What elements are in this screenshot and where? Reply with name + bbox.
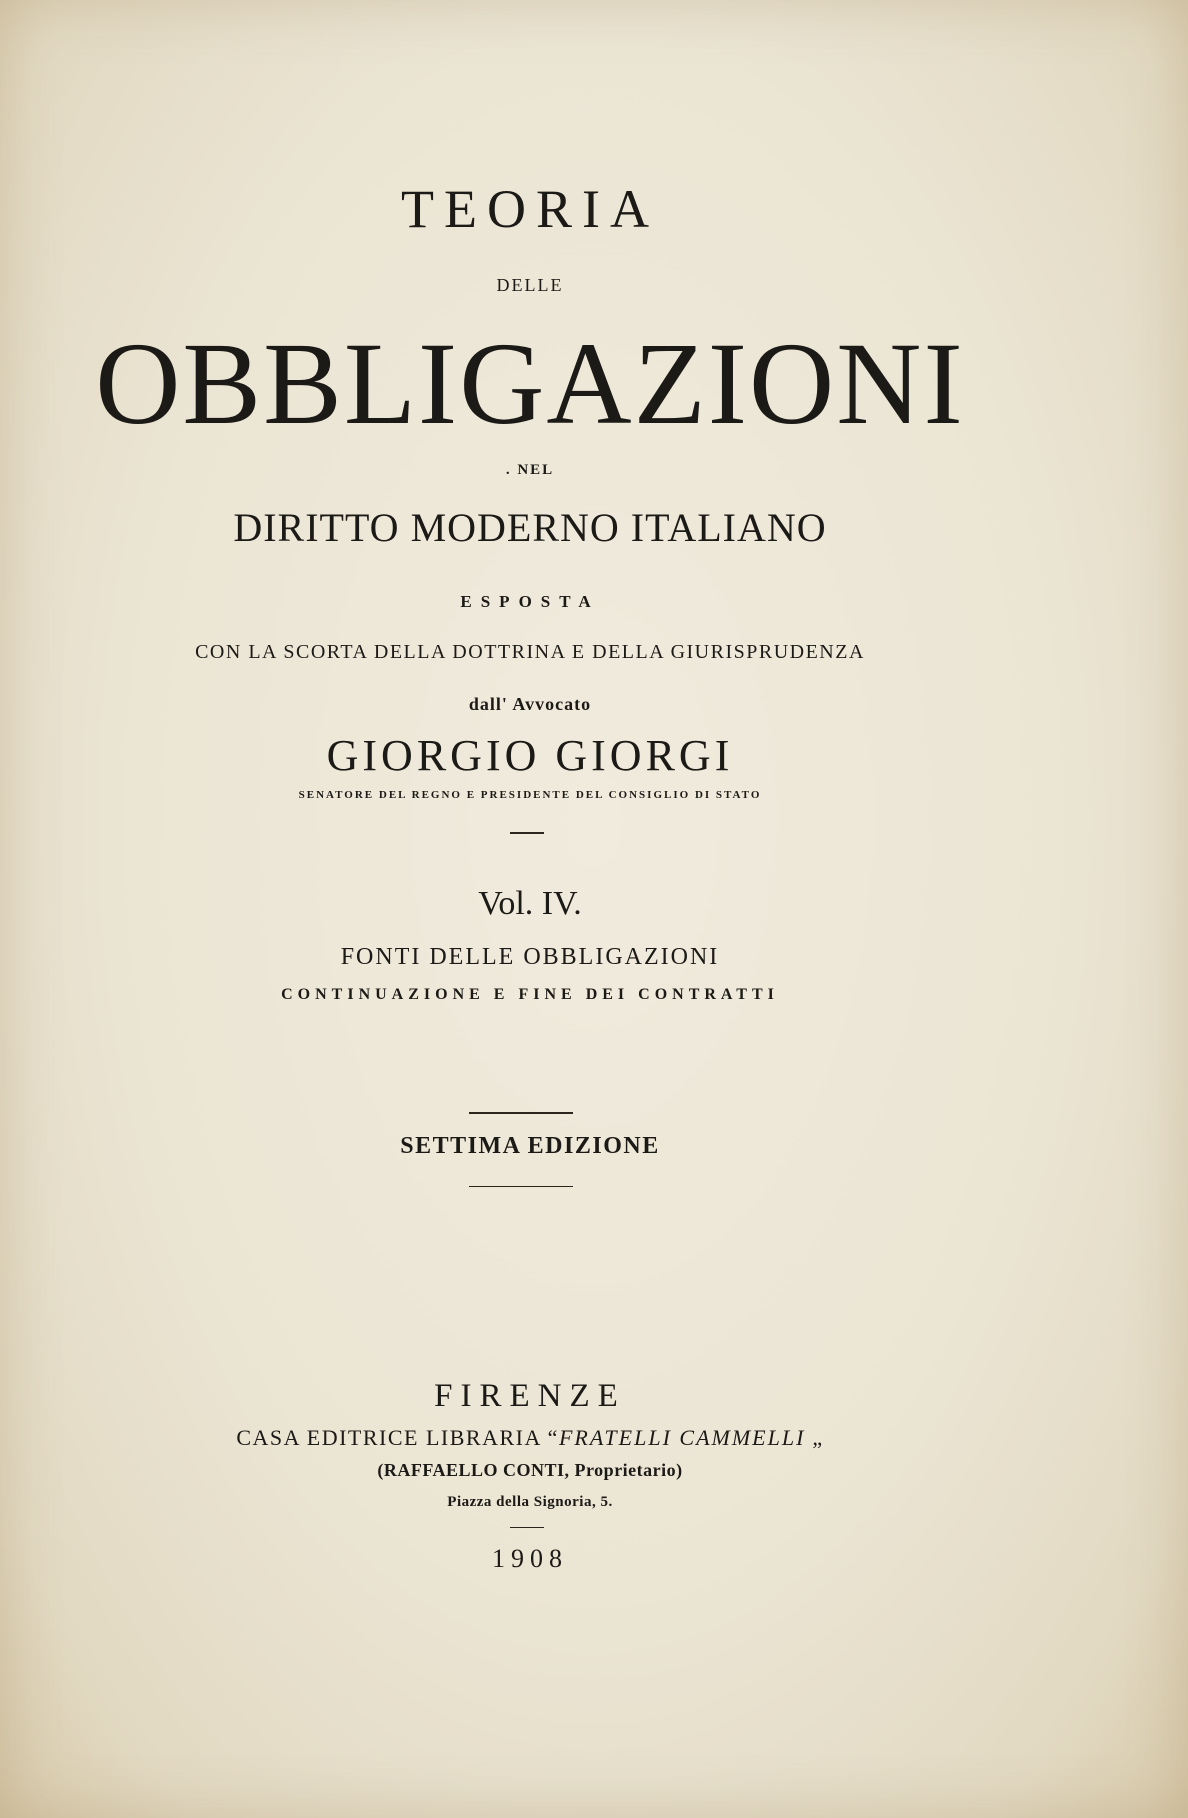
esposta-label: ESPOSTA: [460, 592, 600, 611]
publisher-suffix: „: [805, 1425, 824, 1450]
imprint-publisher: [0, 1425, 1060, 1451]
title-delle: DELLE: [496, 275, 564, 295]
title-nel: . NEL: [505, 462, 555, 478]
volume-number: Vol. IV.: [478, 885, 582, 922]
edition-label: SETTIMA EDIZIONE: [400, 1133, 660, 1159]
subtitle-diritto: DIRITTO MODERNO ITALIANO: [233, 505, 827, 550]
by-line: dall' Avvocato: [468, 694, 592, 714]
scorta-line: CON LA SCORTA DELLA DOTTRINA E DELLA GIURISPRUDENZA: [195, 641, 865, 663]
divider-rule: [469, 1112, 573, 1114]
imprint-address: Piazza della Signoria, 5.: [447, 1494, 613, 1510]
author-name: GIORGIO GIORGI: [326, 731, 734, 780]
imprint-year: 1908: [492, 1544, 568, 1573]
divider-rule: [469, 1186, 573, 1187]
publisher-prefix: CASA EDITRICE LIBRARIA “: [236, 1425, 559, 1450]
imprint-city: FIRENZE: [434, 1378, 626, 1414]
divider-rule: [510, 1527, 544, 1528]
title-teoria: TEORIA: [401, 179, 659, 239]
author-title: SENATORE DEL REGNO E PRESIDENTE DEL CONSIGLIO DI STATO: [298, 789, 762, 801]
divider-rule: [510, 832, 544, 834]
volume-title: FONTI DELLE OBBLIGAZIONI: [340, 944, 720, 970]
volume-subtitle: CONTINUAZIONE E FINE DEI CONTRATTI: [281, 986, 779, 1003]
imprint-proprietor: (RAFFAELLO CONTI, Proprietario): [377, 1460, 683, 1480]
title-obbligazioni: OBBLIGAZIONI: [95, 318, 965, 449]
publisher-name: FRATELLI CAMMELLI: [558, 1425, 806, 1450]
